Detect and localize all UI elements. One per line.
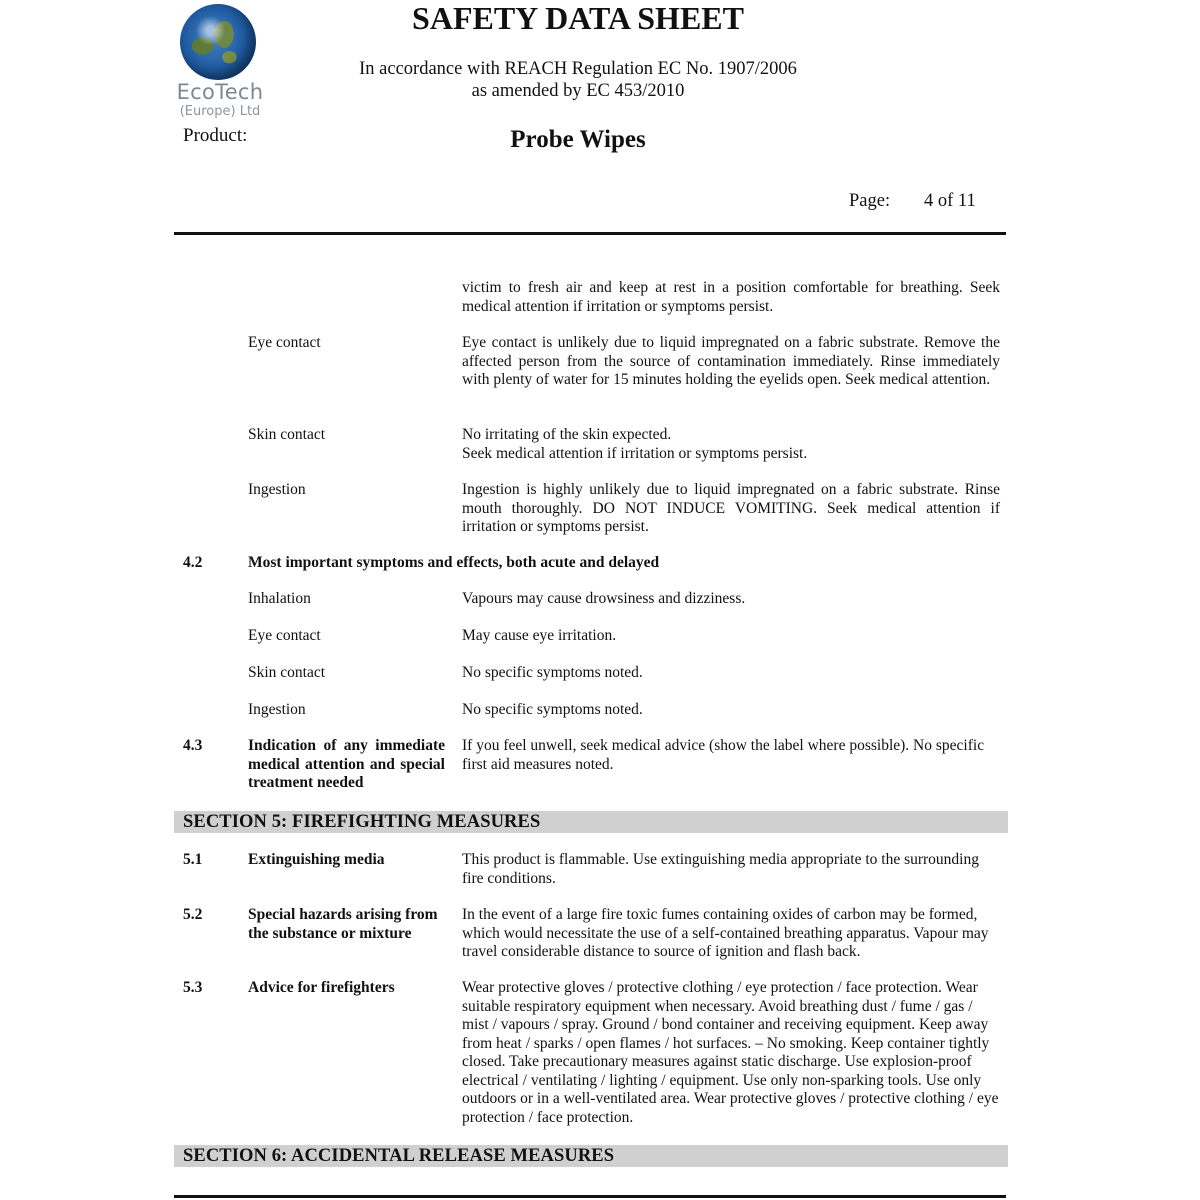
ingestion-text: Ingestion is highly unlikely due to liquid impregnated on a fabric substrate. Rinse mouth thoroughly. DO NOT INDUCE VOMITING. Seek medical attention if irritation or symptoms persist. [462, 481, 1000, 535]
symptom-label: Eye contact [248, 627, 321, 644]
header-divider [174, 232, 1006, 235]
eye-contact-text: Eye contact is unlikely due to liquid impregnated on a fabric substrate. Remove the affected person from the source of contamination immediately. Rinse immediately with plenty of water for 15 minutes holding the eyelids open. Seek medical attention. [462, 334, 1000, 388]
skin-contact-line-2: Seek medical attention if irritation or symptoms persist. [462, 444, 808, 462]
special-hazards-text: In the event of a large fire toxic fumes containing oxides of carbon may be formed, which would necessitate the use of a self-contained breathing apparatus. Vapour may travel considerable distance to source of ignition and flash back. [462, 906, 989, 960]
section-title: SECTION 5: FIREFIGHTING MEASURES [183, 812, 541, 832]
subsection-number: 5.3 [183, 979, 203, 996]
logo-name: EcoTech [176, 80, 264, 104]
subsection-heading: Special hazards arising from the substance or mixture [248, 906, 438, 942]
medical-attention-text: If you feel unwell, seek medical advice (show the label where possible). No specific first aid measures noted. [462, 737, 985, 773]
symptom-label: Inhalation [248, 590, 311, 607]
symptom-label: Ingestion [248, 701, 306, 718]
inhalation-continued-text: victim to fresh air and keep at rest in a position comfortable for breathing. Seek medical attention if irritation or symptoms persist. [462, 279, 1000, 315]
document-title: SAFETY DATA SHEET [412, 0, 744, 36]
regulation-line-2: as amended by EC 453/2010 [471, 81, 685, 101]
symptom-text: No specific symptoms noted. [462, 664, 643, 681]
footer-divider [174, 1195, 1006, 1198]
subsection-heading: Most important symptoms and effects, both acute and delayed [248, 554, 660, 571]
symptom-label: Skin contact [248, 664, 326, 681]
subsection-number: 5.1 [183, 851, 203, 868]
eye-contact-label: Eye contact [248, 334, 321, 351]
subsection-heading: Advice for firefighters [248, 979, 395, 996]
regulation-line-1: In accordance with REACH Regulation EC No. 1907/2006 [359, 59, 797, 79]
subsection-heading: Indication of any immediate medical attention and special treatment needed [248, 737, 445, 791]
symptom-text: Vapours may cause drowsiness and dizziness. [462, 590, 746, 607]
product-label: Product: [183, 125, 248, 146]
subsection-number: 4.2 [183, 554, 203, 571]
subsection-heading: Extinguishing media [248, 851, 385, 868]
section-6-header [174, 1145, 1008, 1167]
extinguishing-media-text: This product is flammable. Use extinguishing media appropriate to the surrounding fire conditions. [462, 851, 979, 887]
product-name: Probe Wipes [510, 126, 646, 153]
firefighter-advice-text: Wear protective gloves / protective clothing / eye protection / face protection. Wear suitable respiratory equipment when necessary. Avoid breathing dust / fume / gas / mist / vapours / spray. Ground / bond container and receiving equipment. Keep away from heat / sparks / open flames / hot surfaces. – No smoking. Keep container tightly closed. Take precautionary measures against static discharge. Use explosion-proof electrical / ventilating / lighting / equipment. Use only non-sparking tools. Use only outdoors or in a well-ventilated area. Wear protective gloves / protective clothing / eye protection / face protection. [462, 979, 999, 1126]
symptom-text: No specific symptoms noted. [462, 701, 643, 718]
subsection-number: 5.2 [183, 906, 203, 923]
section-title: SECTION 6: ACCIDENTAL RELEASE MEASURES [183, 1146, 615, 1166]
page-number: 4 of 11 [924, 191, 976, 211]
subsection-number: 4.3 [183, 737, 203, 754]
section-5-header [174, 811, 1008, 833]
skin-contact-label: Skin contact [248, 426, 326, 443]
skin-contact-line-1: No irritating of the skin expected. [462, 426, 672, 443]
company-logo [172, 2, 268, 124]
page-label: Page: [849, 191, 891, 211]
ingestion-label: Ingestion [248, 481, 306, 498]
logo-subtitle: (Europe) Ltd [179, 104, 261, 119]
symptom-text: May cause eye irritation. [462, 627, 617, 644]
globe-icon [180, 4, 256, 80]
